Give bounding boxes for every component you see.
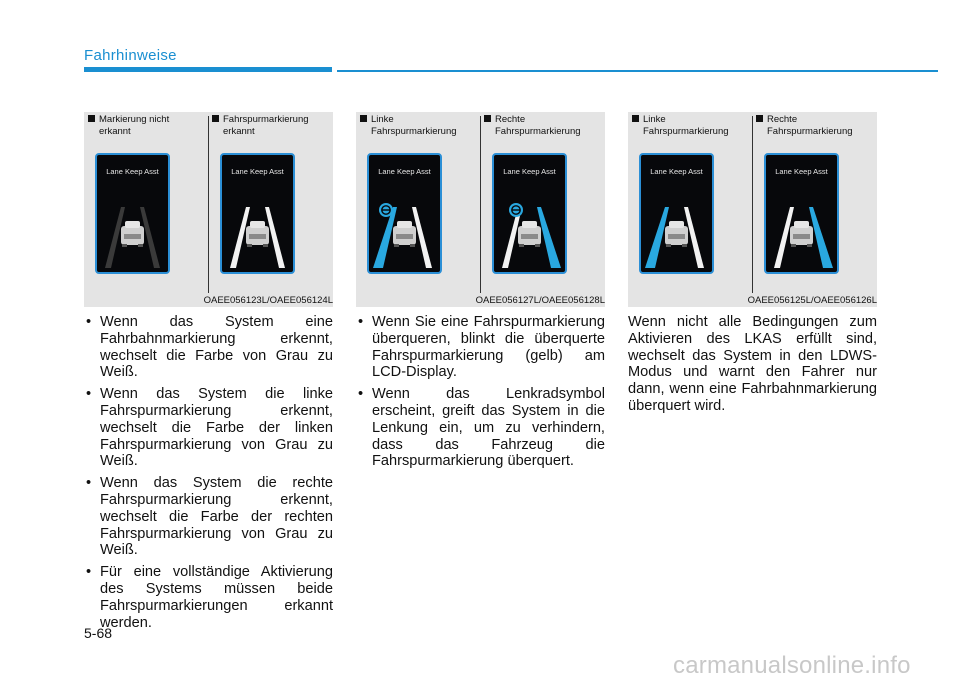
panel-divider bbox=[208, 116, 209, 293]
list-item: • Wenn das Lenkradsymbol erscheint, greift das System in die Lenkung ein, um zu verhindern, dass das Fahrzeug die Fahrspurmarkierung überquert. bbox=[358, 386, 605, 470]
lcd-screen-left-lane-crossing bbox=[367, 153, 442, 274]
text-column-1 bbox=[84, 314, 333, 636]
header-rule-thick bbox=[84, 67, 332, 72]
screen-title: Lane Keep Asst bbox=[775, 167, 828, 176]
square-bullet-icon bbox=[360, 115, 367, 122]
screen-title: Lane Keep Asst bbox=[650, 167, 703, 176]
watermark: carmanualsonline.info bbox=[673, 652, 911, 679]
lcd-screen-left-lane-warning bbox=[639, 153, 714, 274]
caption-right: Fahrspurmarkierung erkannt bbox=[212, 114, 309, 137]
lcd-screen-no-lanes bbox=[95, 153, 170, 274]
list-item: • Wenn Sie eine Fahrspurmarkierung überqueren, blinkt die überquerte Fahrspurmarkierung (gelb) am LCD-Display. bbox=[358, 314, 605, 381]
bullet-list bbox=[356, 314, 605, 470]
section-title: Fahrhinweise bbox=[84, 47, 177, 64]
steering-wheel-icon bbox=[379, 203, 393, 217]
panel-divider bbox=[752, 116, 753, 293]
list-item: • Wenn das System die linke Fahrspurmarkierung erkennt, wechselt die Farbe der linken Fahrspurmarkierung von Grau zu Weiß. bbox=[86, 386, 333, 470]
figure-panel-3 bbox=[628, 112, 877, 307]
header-rule-thin bbox=[337, 70, 938, 72]
caption-right: Rechte Fahrspurmarkierung bbox=[756, 114, 853, 137]
caption-left: Linke Fahrspurmarkierung bbox=[632, 114, 729, 137]
panel-divider bbox=[480, 116, 481, 293]
square-bullet-icon bbox=[212, 115, 219, 122]
paragraph: Wenn nicht alle Bedingungen zum Aktivieren des LKAS erfüllt sind, wechselt das System in den LDWS-Modus und warnt den Fahrer nur dann, wenn eine Fahrbahnmarkierung überquert wird. bbox=[628, 314, 877, 414]
square-bullet-icon bbox=[756, 115, 763, 122]
square-bullet-icon bbox=[484, 115, 491, 122]
figure-panel-1 bbox=[84, 112, 333, 307]
screen-title: Lane Keep Asst bbox=[231, 167, 284, 176]
steering-wheel-icon bbox=[509, 203, 523, 217]
image-code: OAEE056125L/OAEE056126L bbox=[747, 295, 877, 306]
caption-left: Markierung nicht erkannt bbox=[88, 114, 169, 137]
text-column-2 bbox=[356, 314, 605, 475]
figure-panel-2 bbox=[356, 112, 605, 307]
caption-right: Rechte Fahrspurmarkierung bbox=[484, 114, 581, 137]
square-bullet-icon bbox=[88, 115, 95, 122]
list-item: • Für eine vollständige Aktivierung des Systems müssen beide Fahrspurmarkierungen erkannt werden. bbox=[86, 564, 333, 631]
screen-title: Lane Keep Asst bbox=[378, 167, 431, 176]
page-number: 5-68 bbox=[84, 625, 113, 641]
lcd-screen-lanes-detected bbox=[220, 153, 295, 274]
image-code: OAEE056127L/OAEE056128L bbox=[475, 295, 605, 306]
bullet-list bbox=[84, 314, 333, 631]
list-item: • Wenn das System eine Fahrbahnmarkierung erkennt, wechselt die Farbe von Grau zu Weiß. bbox=[86, 314, 333, 381]
square-bullet-icon bbox=[632, 115, 639, 122]
screen-title: Lane Keep Asst bbox=[503, 167, 556, 176]
screen-title: Lane Keep Asst bbox=[106, 167, 159, 176]
image-code: OAEE056123L/OAEE056124L bbox=[203, 295, 333, 306]
text-column-3 bbox=[628, 314, 877, 415]
lcd-screen-right-lane-crossing bbox=[492, 153, 567, 274]
list-item: • Wenn das System die rechte Fahrspurmarkierung erkennt, wechselt die Farbe der rechten Fahrspurmarkierung von Grau zu Weiß. bbox=[86, 475, 333, 559]
lcd-screen-right-lane-warning bbox=[764, 153, 839, 274]
caption-left: Linke Fahrspurmarkierung bbox=[360, 114, 457, 137]
